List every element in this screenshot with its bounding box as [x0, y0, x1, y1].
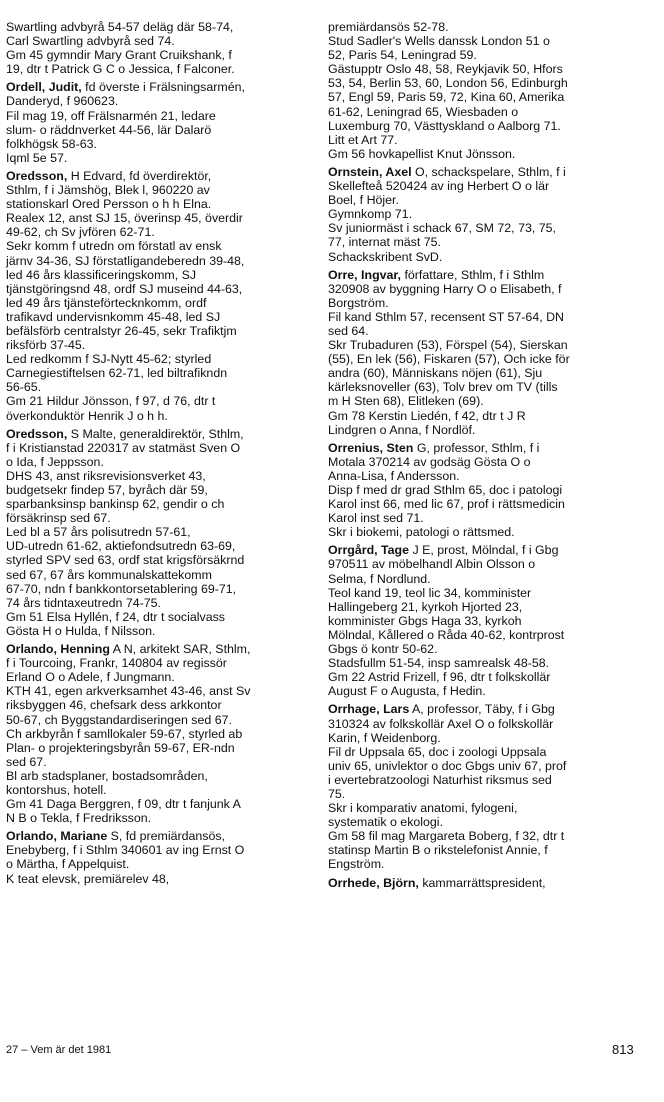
- biography-entry: [328, 876, 640, 890]
- entry-line: trafikavd undervisnkomm 45-48, led SJ: [6, 309, 221, 324]
- entry-line: Gm 58 fil mag Margareta Boberg, f 32, dtr t: [328, 829, 565, 844]
- entry-line: kontorshus, hotell.: [6, 782, 107, 797]
- entry-line: Hallingeberg 21, kyrkoh Hjorted 23,: [328, 599, 523, 614]
- entry-line: Gm 45 gymndir Mary Grant Cruikshank, f: [6, 48, 232, 63]
- biography-entry: [328, 702, 640, 871]
- entry-line: univ 65, univlektor o doc Gbgs univ 67, prof: [328, 758, 567, 773]
- entry-line: Gm 56 hovkapellist Knut Jönsson.: [328, 146, 516, 161]
- entry-line: Fil kand Sthlm 57, recensent ST 57-64, DN: [328, 309, 564, 324]
- entry-line: 19, dtr t Patrick G C o Jessica, f Falconer.: [6, 62, 235, 77]
- entry-line: Stud Sadler's Wells danssk London 51 o: [328, 34, 550, 49]
- entry-line: systematik o ekologi.: [328, 815, 444, 830]
- running-footer: 27 – Vem är det 1981: [6, 1044, 112, 1056]
- biography-entry: [6, 642, 316, 825]
- entry-line: Gm 22 Astrid Frizell, f 96, dtr t folkskollär: [328, 670, 551, 685]
- entry-line: Enebyberg, f i Sthlm 340601 av ing Ernst O: [6, 843, 245, 858]
- entry-line: Borgström.: [328, 295, 389, 310]
- entry-line: Plan- o projekteringsbyrån 59-67, ER-ndn: [6, 740, 235, 755]
- entry-line: överkonduktör Henrik J o h h.: [6, 408, 168, 423]
- biography-entry: [328, 543, 640, 698]
- entry-line: 50-67, ch Byggstandardiseringen sed 67.: [6, 712, 232, 727]
- entry-line: Karin, f Weidenborg.: [328, 730, 441, 745]
- entry-line: Skr i komparativ anatomi, fylogeni,: [328, 801, 518, 816]
- entry-line: KTH 41, egen arkverksamhet 43-46, anst Sv: [6, 684, 251, 699]
- entry-line: Karol inst sed 71.: [328, 511, 424, 526]
- entry-line: Gm 21 Hildur Jönsson, f 97, d 76, dtr t: [6, 394, 216, 409]
- entry-line: [328, 543, 640, 557]
- entry-line: [328, 165, 640, 179]
- page-number: 813: [612, 1042, 634, 1057]
- entry-text: författare, Sthlm, f i Sthlm: [401, 267, 545, 282]
- entry-name: Orrhede, Björn,: [328, 875, 419, 890]
- entry-line: Swartling advbyrå 54-57 deläg där 58-74,: [6, 20, 234, 34]
- entry-line: 56-65.: [6, 380, 42, 395]
- entry-line: slum- o räddnverket 44-56, lär Dalarö: [6, 122, 212, 137]
- entry-line: Selma, f Nordlund.: [328, 571, 431, 586]
- entry-line: statinsp Martin B o rikstelefonist Annie, f: [328, 843, 548, 858]
- entry-line: sed 64.: [328, 323, 369, 338]
- entry-text: O, schackspelare, Sthlm, f i: [411, 164, 566, 179]
- entry-line: Motala 370214 av godsäg Gösta O o: [328, 454, 531, 469]
- entry-line: 970511 av möbelhandl Albin Olsson o: [328, 557, 536, 572]
- entry-line: DHS 43, anst riksrevisionsverket 43,: [6, 468, 206, 483]
- entry-line: Luxemburg 70, Västtyskland o Aalborg 71.: [328, 118, 561, 133]
- entry-name: Orlando, Mariane: [6, 829, 108, 844]
- entry-line: Gbgs ö kontr 50-62.: [328, 642, 438, 657]
- entry-name: Orrenius, Sten: [328, 440, 414, 455]
- entry-line: riksförb 37-45.: [6, 338, 86, 353]
- entry-line: K teat elevsk, premiärelev 48,: [6, 871, 170, 886]
- entry-line: Ch arkbyrån f samllokaler 59-67, styrled ab: [6, 726, 243, 741]
- entry-line: 53, 54, Berlin 53, 60, London 56, Edinburgh: [328, 76, 568, 91]
- entry-line: Fil mag 19, off Frälsnarmén 21, ledare: [6, 108, 216, 123]
- entry-line: kärleksnoveller (63), Tolv brev om TV (tills: [328, 380, 558, 395]
- entry-line: [328, 702, 640, 716]
- entry-line: Fil dr Uppsala 65, doc i zoologi Uppsala: [328, 744, 547, 759]
- entry-line: befälsförb centralstyr 26-45, sekr Trafiktjm: [6, 323, 237, 338]
- entry-line: Gösta H o Hulda, f Nilsson.: [6, 623, 156, 638]
- entry-name: Oredsson,: [6, 168, 68, 183]
- entry-line: tjänstgöringsnd 48, ordf SJ museind 44-63,: [6, 281, 243, 296]
- entry-continuation: [328, 20, 640, 161]
- entry-line: Litt et Art 77.: [328, 132, 398, 147]
- entry-text: A, professor, Täby, f i Gbg: [409, 702, 555, 717]
- entry-line: Anna-Lisa, f Andersson.: [328, 468, 460, 483]
- biography-entry: [328, 165, 640, 264]
- biography-entry: [328, 268, 640, 437]
- entry-name: Orrhage, Lars: [328, 702, 410, 717]
- entry-line: 57, Engl 59, Paris 59, 72, Kina 60, Amerika: [328, 90, 565, 105]
- entry-line: o Ida, f Jeppsson.: [6, 454, 104, 469]
- entry-line: 320908 av byggning Harry O o Elisabeth, f: [328, 281, 562, 296]
- entry-line: Gästupptr Oslo 48, 58, Reykjavik 50, Hfors: [328, 62, 563, 77]
- entry-name: Ornstein, Axel: [328, 164, 412, 179]
- entry-line: järnv 34-36, SJ förstatligandeberedn 39-48,: [6, 253, 245, 268]
- entry-line: styrled SPV sed 63, ordf stat krigsförsäkrnd: [6, 553, 245, 568]
- entry-line: Skellefteå 520424 av ing Herbert O o lär: [328, 179, 550, 194]
- entry-line: [328, 268, 640, 282]
- entry-line: [328, 441, 640, 455]
- biography-entry: [328, 441, 640, 540]
- entry-line: premiärdansös 52-78.: [328, 20, 449, 34]
- entry-line: andra (60), Människans nöjen (61), Sju: [328, 366, 543, 381]
- biography-entry: [6, 169, 316, 423]
- entry-line: [328, 876, 640, 890]
- entry-line: 61-62, Leningrad 65, Wiesbaden o: [328, 104, 519, 119]
- entry-line: Skr Trubaduren (53), Förspel (54), Sierskan: [328, 338, 568, 353]
- entry-line: Teol kand 19, teol lic 34, komminister: [328, 585, 532, 600]
- entry-name: Oredsson,: [6, 426, 68, 441]
- entry-line: Carl Swartling advbyrå sed 74.: [6, 34, 175, 49]
- entry-line: August F o Augusta, f Hedin.: [328, 684, 486, 699]
- entry-line: Karol inst 66, med lic 67, prof i rättsmedicin: [328, 497, 565, 512]
- entry-line: Mölndal, Kållered o Råda 40-62, kontrprost: [328, 627, 565, 642]
- entry-line: Gymnkomp 71.: [328, 207, 413, 222]
- entry-text: S Malte, generaldirektör, Sthlm,: [67, 426, 244, 441]
- entry-name: Orlando, Henning: [6, 642, 110, 657]
- entry-line: 67-70, ndn f bankkontorsetablering 69-71,: [6, 581, 237, 596]
- entry-line: 74 års tidntaxeutredn 74-75.: [6, 595, 161, 610]
- entry-line: 77, internat mäst 75.: [328, 235, 441, 250]
- entry-line: [6, 427, 316, 441]
- entry-line: Gm 51 Elsa Hyllén, f 24, dtr t socialvass: [6, 609, 225, 624]
- entry-line: Sv juniormäst i schack 67, SM 72, 73, 75,: [328, 221, 556, 236]
- entry-line: (55), En lek (56), Fiskaren (57), Och icke för: [328, 352, 570, 367]
- entry-text: A N, arkitekt SAR, Sthlm,: [109, 642, 251, 657]
- entry-line: Iqml 5e 57.: [6, 150, 68, 165]
- entry-line: Sthlm, f i Jämshög, Blek l, 960220 av: [6, 183, 210, 198]
- entry-line: 310324 av folkskollär Axel O o folkskollär: [328, 716, 554, 731]
- entry-line: [6, 169, 316, 183]
- entry-line: stationskarl Ored Persson o h h Elna.: [6, 197, 212, 212]
- entry-line: led 46 års klassificeringskomm, SJ: [6, 267, 197, 282]
- entry-line: Lindgren o Anna, f Nordlöf.: [328, 422, 476, 437]
- entry-line: led 49 års tjänsteförtecknkomm, ordf: [6, 295, 207, 310]
- entry-line: Led redkomm f SJ-Nytt 45-62; styrled: [6, 352, 212, 367]
- entry-line: Engström.: [328, 857, 385, 872]
- entry-line: N B o Tekla, f Fredriksson.: [6, 811, 152, 826]
- entry-line: f i Kristianstad 220317 av statmäst Sven O: [6, 440, 241, 455]
- entry-text: kammarrättspresident,: [418, 875, 546, 890]
- entry-text: J E, prost, Mölndal, f i Gbg: [409, 543, 559, 558]
- entry-line: riksbyggen 46, chefsark dess arkkontor: [6, 698, 222, 713]
- entry-text: H Edvard, fd överdirektör,: [67, 168, 212, 183]
- entry-line: Stadsfullm 51-54, insp samrealsk 48-58.: [328, 656, 550, 671]
- entry-name: Orre, Ingvar,: [328, 267, 402, 282]
- right-column: [328, 20, 640, 894]
- entry-line: budgetsekr findep 57, byråch där 59,: [6, 483, 208, 497]
- entry-line: Sekr komm f utredn om förstatl av ensk: [6, 239, 222, 254]
- entry-line: komminister Gbgs Haga 33, kyrkoh: [328, 613, 522, 628]
- entry-line: sed 67.: [6, 754, 47, 769]
- entry-line: Disp f med dr grad Sthlm 65, doc i patologi: [328, 483, 563, 497]
- entry-text: S, fd premiärdansös,: [107, 829, 225, 844]
- entry-text: fd överste i Frälsningsarmén,: [81, 80, 245, 95]
- entry-line: 52, Paris 54, Leningrad 59.: [328, 48, 477, 63]
- biography-entry: [6, 829, 316, 885]
- entry-line: Danderyd, f 960623.: [6, 94, 119, 109]
- entry-line: [6, 829, 316, 843]
- entry-line: sed 67, 67 års kommunalskattekomm: [6, 567, 212, 582]
- entry-name: Ordell, Judit,: [6, 80, 82, 95]
- entry-text: G, professor, Sthlm, f i: [413, 440, 540, 455]
- entry-line: o Märtha, f Appelquist.: [6, 857, 130, 872]
- entry-line: f i Tourcoing, Frankr, 140804 av regissör: [6, 656, 227, 671]
- entry-line: sparbanksinsp bankinsp 62, gendir o ch: [6, 497, 225, 512]
- entry-line: folkhögsk 58-63.: [6, 136, 97, 151]
- entry-line: m H Sten 68), Elitleken (69).: [328, 394, 484, 409]
- entry-line: 75.: [328, 786, 346, 801]
- entry-line: 49-62, ch Sv jvfören 62-71.: [6, 225, 155, 240]
- entry-line: Schackskribent SvD.: [328, 249, 443, 264]
- entry-line: UD-utredn 61-62, aktiefondsutredn 63-69,: [6, 539, 236, 554]
- entry-line: Bl arb stadsplaner, bostadsområden,: [6, 768, 208, 783]
- entry-line: försäkrinsp sed 67.: [6, 511, 111, 526]
- entry-name: Orrgård, Tage: [328, 543, 410, 558]
- entry-continuation: [6, 20, 316, 76]
- entry-line: Realex 12, anst SJ 15, överinsp 45, överdir: [6, 211, 243, 226]
- entry-line: i evertebratzoologi Naturhist riksmus sed: [328, 772, 552, 787]
- entry-line: Led bl a 57 års polisutredn 57-61,: [6, 525, 191, 540]
- entry-line: [6, 80, 316, 94]
- entry-line: Gm 41 Daga Berggren, f 09, dtr t fanjunk A: [6, 797, 241, 812]
- left-column: [6, 20, 316, 890]
- entry-line: Erland O o Adele, f Jungmann.: [6, 670, 175, 685]
- entry-line: Carnegiestiftelsen 62-71, led biltrafikndn: [6, 366, 228, 381]
- entry-line: Gm 78 Kerstin Liedén, f 42, dtr t J R: [328, 408, 526, 423]
- biography-entry: [6, 427, 316, 638]
- biography-entry: [6, 80, 316, 165]
- entry-line: [6, 642, 316, 656]
- entry-line: Boel, f Höjer.: [328, 193, 399, 208]
- entry-line: Skr i biokemi, patologi o rättsmed.: [328, 525, 515, 540]
